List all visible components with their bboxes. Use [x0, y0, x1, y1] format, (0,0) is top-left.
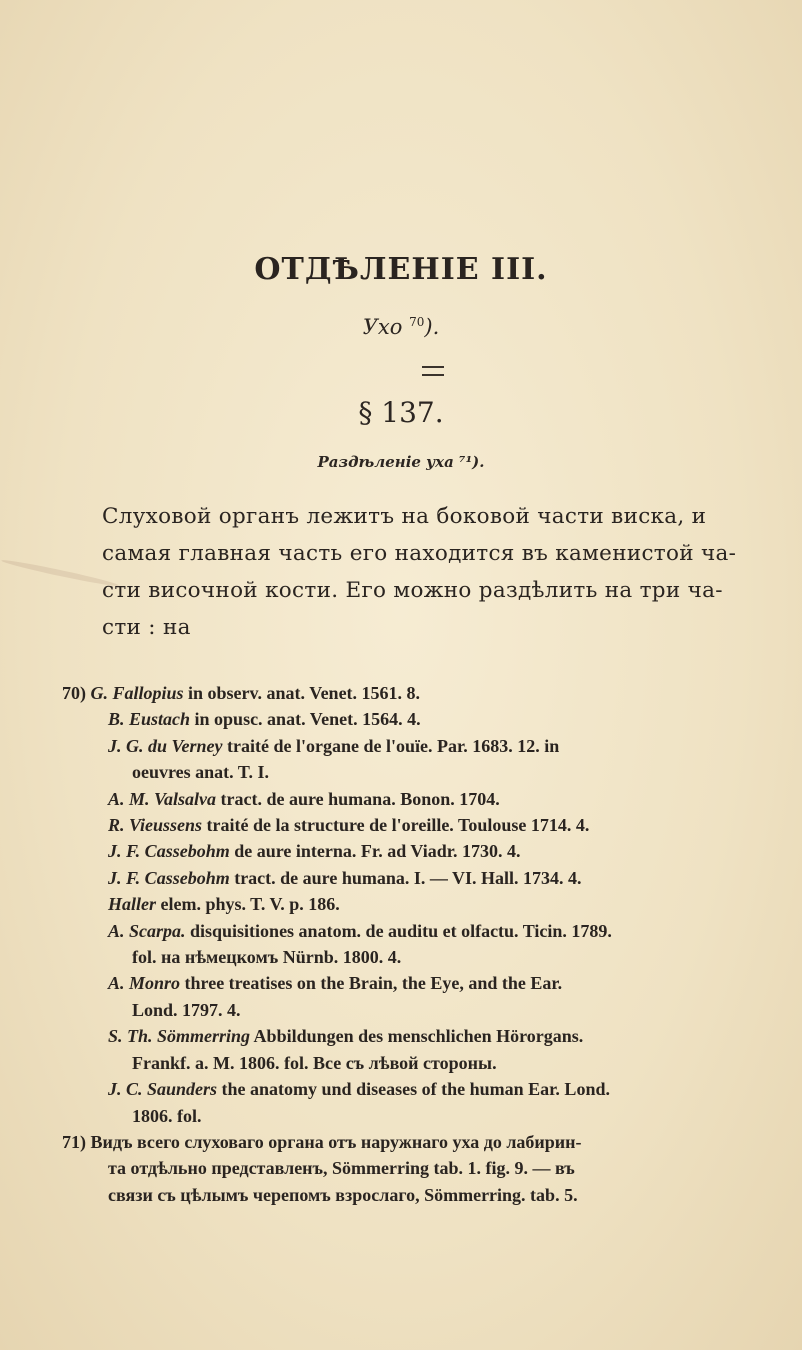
footnote-author: A. Scarpa.: [108, 920, 186, 941]
footnote-text: in observ. anat. Venet. 1561. 8.: [183, 683, 421, 703]
section-title: ОТДѢЛЕНІЕ III.: [254, 252, 548, 287]
footnote-author: S. Th. Sömmerring: [108, 1026, 251, 1047]
footnote-line: [62, 733, 792, 759]
footnote-text: Frankf. a. M. 1806. fol. Все съ лѣвой стороны.: [132, 1052, 497, 1073]
footnote-line: [62, 944, 792, 970]
footnote-line: [62, 786, 792, 812]
footnote-line: [62, 1129, 792, 1155]
footnote-line: [62, 1155, 792, 1181]
footnote-text: oeuvres anat. T. I.: [132, 762, 270, 783]
footnote-author: A. M. Valsalva: [108, 788, 217, 809]
footnote-text: fol. на нѣмецкомъ Nürnb. 1800. 4.: [132, 947, 402, 968]
footnote-line: [62, 891, 792, 917]
double-rule-divider: [422, 366, 444, 376]
footnote-text: de aure interna. Fr. ad Viadr. 1730. 4.: [229, 841, 521, 862]
footnote-author: B. Eustach: [108, 709, 191, 730]
body-line: сти височной кости. Его можно раздѣлить на три ча-: [102, 578, 723, 603]
paragraph-heading: Раздѣленіе уха ⁷¹).: [317, 453, 485, 471]
body-text: [102, 498, 792, 646]
footnote-author: A. Monro: [108, 973, 181, 994]
footnote-line: [62, 1050, 792, 1076]
footnote-text: tract. de aure humana. I. — VI. Hall. 1734. 4.: [229, 867, 582, 888]
footnote-text: traité de la structure de l'oreille. Toulouse 1714. 4.: [202, 815, 590, 836]
footnote-line: [62, 865, 792, 891]
footnote-line: [62, 1023, 792, 1049]
footnote-text: 1806. fol.: [132, 1105, 202, 1126]
footnote-line: [62, 680, 792, 706]
footnote-text: связи съ цѣлымъ черепомъ взрослаго, Sömmerring. tab. 5.: [108, 1184, 578, 1205]
footnote-text: Видъ всего слуховаго органа отъ наружнаго уха до лабирин-: [90, 1131, 582, 1152]
footnote-line: [62, 759, 792, 785]
footnote-author: J. F. Cassebohm: [108, 841, 230, 862]
footnote-line: [62, 1076, 792, 1102]
footnote-text: traité de l'organe de l'ouïe. Par. 1683. 12. in: [222, 735, 560, 756]
footnote-text: disquisitiones anatom. de auditu et olfactu. Ticin. 1789.: [185, 920, 612, 941]
footnote-author: G. Fallopius: [90, 683, 184, 703]
footnote-text: in opusc. anat. Venet. 1564. 4.: [190, 709, 421, 730]
footnote-line: [62, 918, 792, 944]
subtitle-text: Ухо: [362, 315, 403, 339]
footnote-line: [62, 1182, 792, 1208]
footnote-text: та отдѣльно представленъ, Sömmerring tab. 1. fig. 9. — въ: [108, 1158, 575, 1179]
subtitle-footnote-ref: 70: [409, 315, 425, 329]
footnote-author: J. G. du Verney: [108, 735, 223, 756]
footnote-text: tract. de aure humana. Bonon. 1704.: [216, 788, 500, 809]
footnote-author: R. Vieussens: [108, 815, 203, 836]
footnote-line: [62, 997, 792, 1023]
footnote-author: J. F. Cassebohm: [108, 867, 230, 888]
footnote-text: elem. phys. T. V. p. 186.: [156, 894, 340, 915]
body-line: сти : на: [102, 615, 191, 640]
footnote-number: 71): [62, 1131, 91, 1152]
footnote-text: the anatomy und diseases of the human Ear. Lond.: [217, 1079, 610, 1100]
footnote-line: [62, 970, 792, 996]
body-line: самая главная часть его находится въ каменистой ча-: [102, 541, 737, 566]
footnote-text: Lond. 1797. 4.: [132, 999, 241, 1020]
footnote-author: J. C. Saunders: [108, 1079, 218, 1100]
footnote-line: [62, 1103, 792, 1129]
body-line: Слуховой органъ лежитъ на боковой части виска, и: [102, 504, 707, 529]
footnotes: [62, 680, 792, 1208]
footnote-text: three treatises on the Brain, the Eye, and the Ear.: [180, 973, 563, 994]
footnote-line: [62, 706, 792, 732]
footnote-author: Haller: [108, 894, 156, 915]
footnote-text: Abbildungen des menschlichen Hörorgans.: [250, 1026, 584, 1047]
footnote-line: [62, 838, 792, 864]
subtitle-close: ).: [424, 315, 440, 339]
paragraph-number: § 137.: [358, 396, 444, 429]
footnote-number: 70): [62, 683, 91, 703]
subtitle: [0, 315, 802, 339]
footnote-line: [62, 812, 792, 838]
